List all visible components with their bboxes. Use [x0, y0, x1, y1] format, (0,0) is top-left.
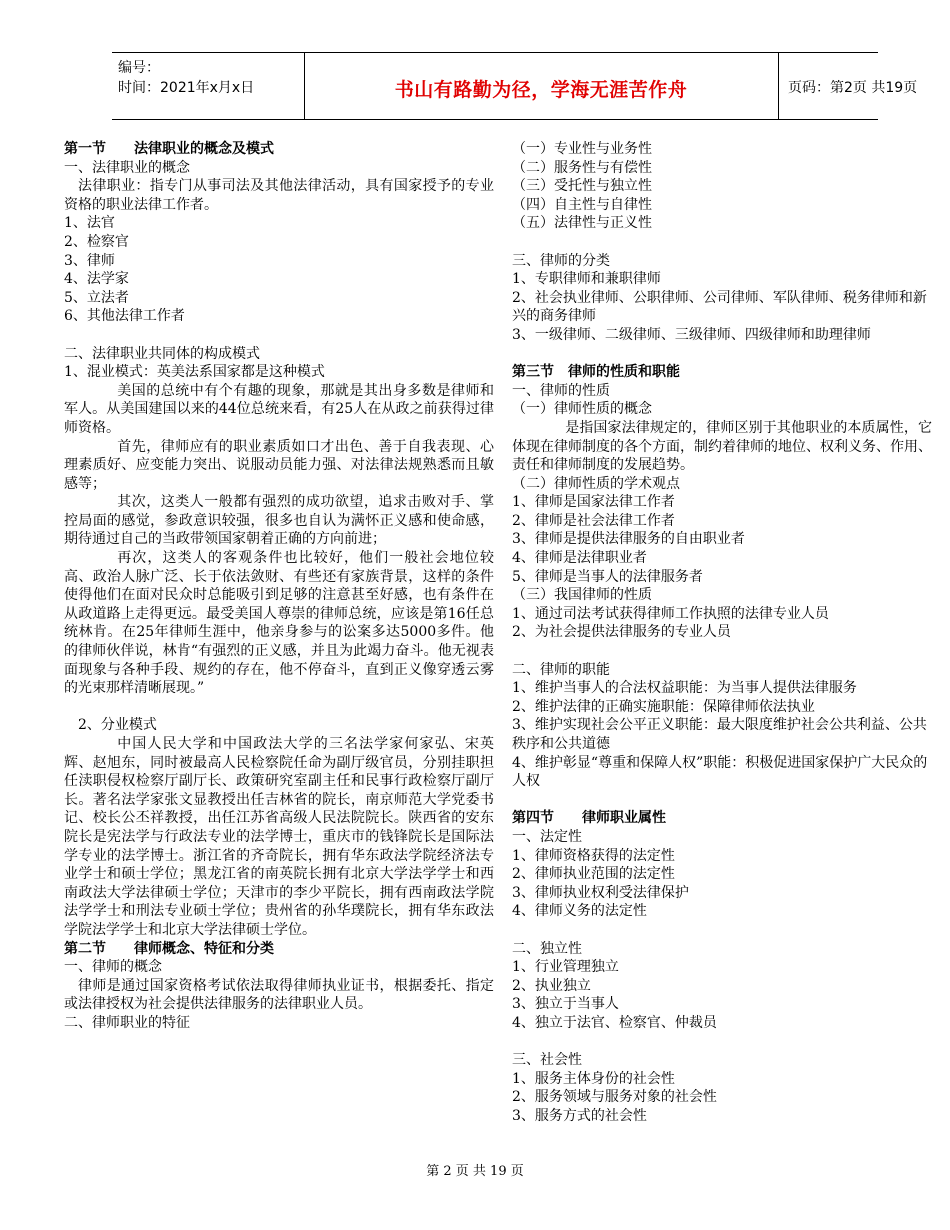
- list-item: 2、为社会提供法律服务的专业人员: [512, 624, 731, 641]
- subheading: 一、法定性: [512, 828, 582, 845]
- list-item: 3、律师是提供法律服务的自由职业者: [512, 531, 745, 548]
- list-item: 4、维护彰显“尊重和保障人权”职能：积极促进国家保护广大民众的人权: [512, 754, 928, 790]
- paragraph: 律师是通过国家资格考试依法取得律师执业证书，根据委托、指定或法律授权为社会提供法律服务的法律职业人员。: [64, 977, 494, 1013]
- spacer: [512, 642, 932, 661]
- list-item: 3、律师: [64, 252, 115, 269]
- list-item: 5、立法者: [64, 289, 129, 306]
- spacer: [64, 698, 494, 717]
- list-item: 1、律师资格获得的法定性: [512, 847, 675, 864]
- list-item: 4、法学家: [64, 271, 129, 288]
- paragraph: 首先，律师应有的职业素质如口才出色、善于自我表现、心理素质好、应变能力突出、说服动员能力强、对法律法规熟悉而且敏感等；: [64, 438, 494, 492]
- subheading: 二、律师职业的特征: [64, 1014, 190, 1031]
- spacer: [64, 326, 494, 345]
- list-item: 3、一级律师、二级律师、三级律师、四级律师和助理律师: [512, 326, 871, 343]
- list-item: 2、执业独立: [512, 977, 591, 994]
- list-item: 3、维护实现社会公平正义职能：最大限度维护社会公共利益、公共秩序和公共道德: [512, 717, 927, 752]
- spacer: [512, 921, 932, 940]
- list-item: 2、服务领域与服务对象的社会性: [512, 1089, 717, 1106]
- header-page-code: 页码：第2页 共19页: [788, 80, 918, 96]
- list-item: 2、律师执业范围的法定性: [512, 866, 675, 883]
- header-page-cell: [778, 53, 918, 119]
- list-item: 6、其他法律工作者: [64, 308, 185, 325]
- list-item: 5、律师是当事人的法律服务者: [512, 568, 703, 585]
- subheading: 一、律师的性质: [512, 382, 610, 399]
- list-item: 3、独立于当事人: [512, 996, 619, 1013]
- list-item: 2、检察官: [64, 233, 129, 250]
- list-item: 1、行业管理独立: [512, 959, 619, 976]
- list-item: 1、专职律师和兼职律师: [512, 271, 661, 288]
- spacer: [512, 345, 932, 364]
- paragraph: 中国人民大学和中国政法大学的三名法学家何家弘、宋英辉、赵旭东，同时被最高人民检察院任命为副厅级官员，分别挂职担任渎职侵权检察厅副厅长、政策研究室副主任和民事行政检察厅副厅长。著名法学家张文显教授出任吉林省的院长，南京师范大学党委书记、校长公丕祥教授，出任江苏省高级人民法院院长。陕西省的安东院长是宪法学与行政法专业的法学博士，重庆市的钱锋院长是国际法学专业的法学博士。浙江省的齐奇院长，拥有华东政法学院经济法专业学士和硕士学位；黑龙江省的南英院长拥有北京大学法学学士和西南政法大学法律硕士学位；天津市的李少平院长，拥有西南政法学院法学学士和刑法专业硕士学位；贵州省的孙华璞院长，拥有华东政法学院法学学士和北京大学法律硕士学位。: [64, 736, 494, 938]
- right-column: [512, 140, 932, 1125]
- list-item: 1、通过司法考试获得律师工作执照的法律专业人员: [512, 605, 829, 622]
- list-item: 1、法官: [64, 215, 115, 232]
- section-1-title: 第一节 法律职业的概念及模式: [64, 141, 274, 157]
- paragraph: 再次，这类人的客观条件也比较好，他们一般社会地位较高、政治人脉广泛、长于依法敛财、有些还有家族背景，这样的条件使得他们在面对民众时总能吸引到足够的注意甚至好感，也有条件在从政道路上走得更远。最受美国人尊崇的律师总统，应该是第16任总统林肯。在25年律师生涯中，他亲身参与的讼案多达5000多件。他的律师伙伴说，林肯“有强烈的正义感，并且为此竭力奋斗。他无视表面现象与各种手段、规约的存在，他不停奋斗，直到正义像穿透云雾的光束那样清晰展现。”: [64, 550, 494, 697]
- document-number-label: 编号：: [118, 60, 160, 76]
- list-item: 2、分业模式: [78, 717, 157, 734]
- list-item: 1、混业模式：英美法系国家都是这种模式: [64, 364, 325, 381]
- list-item: 1、律师是国家法律工作者: [512, 494, 675, 511]
- subheading: 一、律师的概念: [64, 959, 162, 976]
- list-item: 1、维护当事人的合法权益职能：为当事人提供法律服务: [512, 680, 857, 697]
- list-item: （一）专业性与业务性: [512, 141, 652, 157]
- list-item: 2、律师是社会法律工作者: [512, 512, 675, 529]
- paragraph: 是指国家法律规定的，律师区别于其他职业的本质属性，它体现在律师制度的各个方面，制约着律师的地位、权利义务、作用、责任和律师制度的发展趋势。: [512, 419, 932, 474]
- list-item: 4、律师义务的法定性: [512, 903, 647, 920]
- list-item: 4、律师是法律职业者: [512, 550, 647, 567]
- subheading: 二、律师的职能: [512, 661, 610, 678]
- document-time-label: 时间：2021年x月x日: [118, 80, 255, 96]
- list-item: （四）自主性与自律性: [512, 196, 652, 213]
- section-4-title: 第四节 律师职业属性: [512, 810, 666, 827]
- spacer: [512, 791, 932, 810]
- header-motto: 书山有路勤为径，学海无涯苦作舟: [394, 79, 688, 101]
- spacer: [512, 1033, 932, 1052]
- subheading: 二、法律职业共同体的构成模式: [64, 345, 260, 362]
- subheading: 二、独立性: [512, 940, 582, 957]
- header-info-cell: [112, 53, 305, 119]
- left-column: [64, 140, 494, 1033]
- page-header: [112, 52, 918, 120]
- page-footer: 第 2 页 共 19 页: [426, 1164, 524, 1179]
- list-item: （二）服务性与有偿性: [512, 159, 652, 176]
- subheading: 一、法律职业的概念: [64, 159, 190, 176]
- section-3-title: 第三节 律师的性质和职能: [512, 364, 680, 381]
- paragraph: 法律职业：指专门从事司法及其他法律活动，具有国家授予的专业资格的职业法律工作者。: [64, 178, 494, 213]
- subheading: （一）律师性质的概念: [512, 401, 652, 418]
- paragraph: 美国的总统中有个有趣的现象，那就是其出身多数是律师和军人。从美国建国以来的44位总统来看，有25人在从政之前获得过律师资格。: [64, 382, 494, 436]
- list-item: 4、独立于法官、检察官、仲裁员: [512, 1014, 717, 1031]
- subheading: （二）律师性质的学术观点: [512, 475, 680, 492]
- spacer: [512, 233, 932, 252]
- list-item: （三）受托性与独立性: [512, 178, 652, 195]
- list-item: 2、社会执业律师、公职律师、公司律师、军队律师、税务律师和新兴的商务律师: [512, 289, 927, 325]
- subheading: 三、社会性: [512, 1052, 582, 1069]
- header-motto-cell: [304, 53, 779, 119]
- section-2-title: 第二节 律师概念、特征和分类: [64, 940, 274, 957]
- list-item: 2、维护法律的正确实施职能：保障律师依法执业: [512, 698, 815, 715]
- subheading: 三、律师的分类: [512, 252, 610, 269]
- list-item: 3、律师执业权利受法律保护: [512, 884, 689, 901]
- list-item: 3、服务方式的社会性: [512, 1107, 647, 1124]
- paragraph: 其次，这类人一般都有强烈的成功欲望，追求击败对手、掌控局面的感觉，参政意识较强，很多也自认为满怀正义感和使命感，期待通过自己的当政带领国家朝着正确的方向前进；: [64, 494, 494, 548]
- list-item: 1、服务主体身份的社会性: [512, 1070, 675, 1087]
- subheading: （三）我国律师的性质: [512, 587, 652, 604]
- list-item: （五）法律性与正义性: [512, 215, 652, 232]
